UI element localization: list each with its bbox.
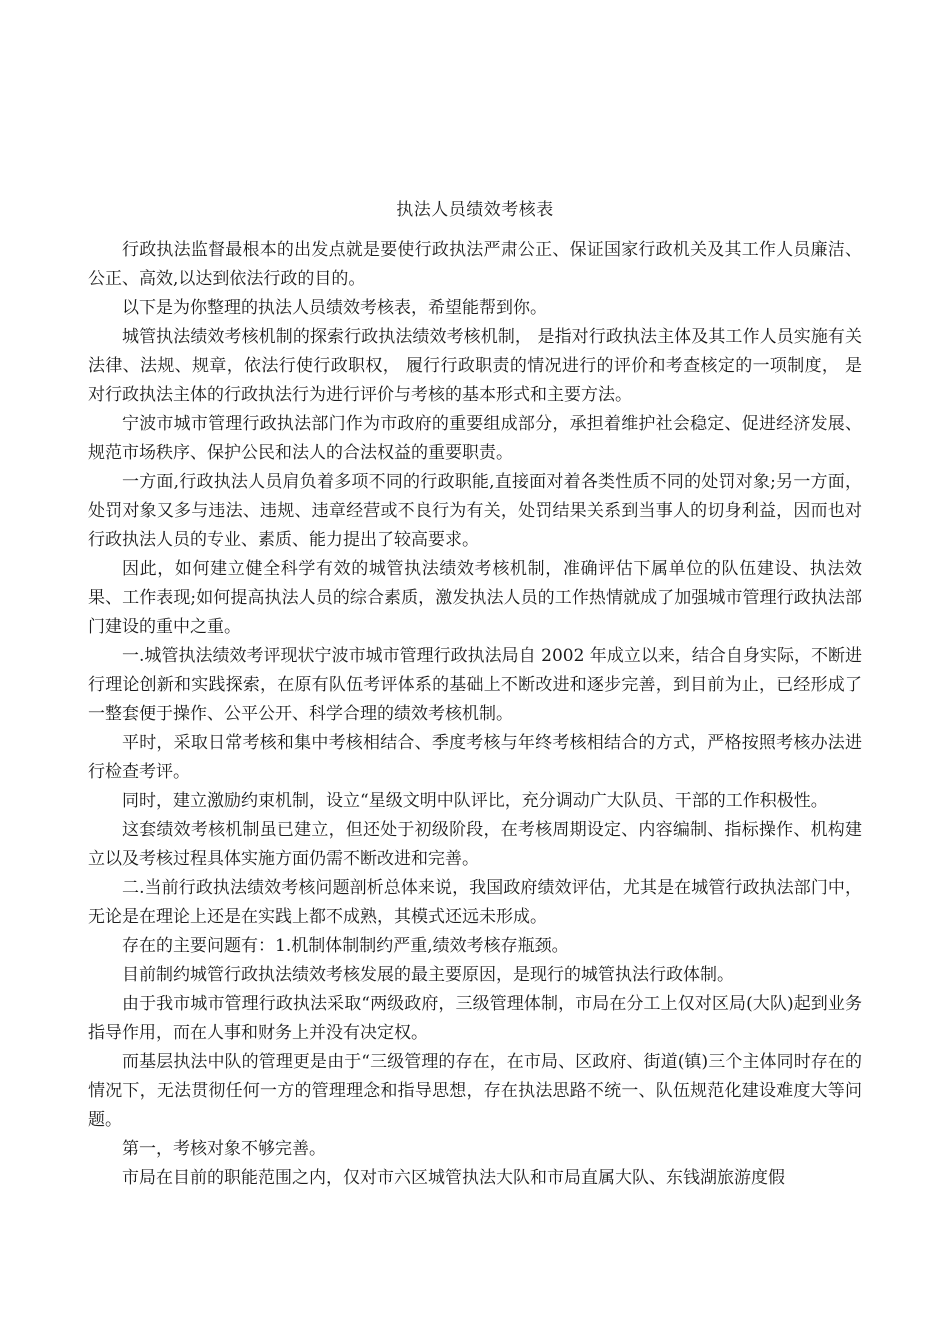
paragraph: 一.城管执法绩效考评现状宁波市城市管理行政执法局自 2002 年成立以来，结合自身实际，不断进行理论创新和实践探索，在原有队伍考评体系的基础上不断改进和逐步完善，到目前为止，已经形成了一整套便于操作、公平公开、科学合理的绩效考核机制。 — [88, 646, 862, 724]
paragraph: 因此，如何建立健全科学有效的城管执法绩效考核机制，准确评估下属单位的队伍建设、执法效果、工作表现;如何提高执法人员的综合素质，激发执法人员的工作热情就成了加强城市管理行政执法部门建设的重中之重。 — [88, 559, 862, 637]
document-page — [88, 0, 862, 1344]
paragraph: 平时，采取日常考核和集中考核相结合、季度考核与年终考核相结合的方式，严格按照考核办法进行检查考评。 — [88, 733, 862, 782]
paragraph: 而基层执法中队的管理更是由于“三级管理的存在，在市局、区政府、街道(镇)三个主体同时存在的情况下，无法贯彻任何一方的管理理念和指导思想，存在执法思路不统一、队伍规范化建设难度大等问题。 — [88, 1052, 862, 1130]
paragraph: 市局在目前的职能范围之内，仅对市六区城管执法大队和市局直属大队、东钱湖旅游度假 — [122, 1168, 785, 1188]
document-body — [88, 236, 862, 1193]
paragraph: 同时，建立激励约束机制，设立“星级文明中队评比，充分调动广大队员、干部的工作积极性。 — [122, 791, 828, 811]
paragraph: 一方面,行政执法人员肩负着多项不同的行政职能,直接面对着各类性质不同的处罚对象;另一方面，处罚对象又多与违法、违规、违章经营或不良行为有关，处罚结果关系到当事人的切身利益，因而也对行政执法人员的专业、素质、能力提出了较高要求。 — [88, 472, 862, 550]
paragraph: 行政执法监督最根本的出发点就是要使行政执法严肃公正、保证国家行政机关及其工作人员廉洁、公正、高效,以达到依法行政的目的。 — [88, 240, 862, 289]
paragraph: 存在的主要问题有：1.机制体制制约严重,绩效考核存瓶颈。 — [122, 936, 569, 956]
paragraph: 二.当前行政执法绩效考核问题剖析总体来说，我国政府绩效评估，尤其是在城管行政执法部门中，无论是在理论上还是在实践上都不成熟，其模式还远未形成。 — [88, 878, 862, 927]
paragraph: 宁波市城市管理行政执法部门作为市政府的重要组成部分，承担着维护社会稳定、促进经济发展、规范市场秩序、保护公民和法人的合法权益的重要职责。 — [88, 414, 862, 463]
paragraph: 第一，考核对象不够完善。 — [122, 1139, 326, 1159]
paragraph: 以下是为你整理的执法人员绩效考核表，希望能帮到你。 — [122, 298, 547, 318]
paragraph: 目前制约城管行政执法绩效考核发展的最主要原因，是现行的城管执法行政体制。 — [122, 965, 734, 985]
paragraph: 由于我市城市管理行政执法采取“两级政府，三级管理体制，市局在分工上仅对区局(大队)起到业务指导作用，而在人事和财务上并没有决定权。 — [88, 994, 862, 1043]
document-title: 执法人员绩效考核表 — [396, 200, 554, 220]
paragraph: 城管执法绩效考核机制的探索行政执法绩效考核机制， 是指对行政执法主体及其工作人员实施有关法律、法规、规章，依法行使行政职权， 履行行政职责的情况进行的评价和考查核定的一项制度， 是对行政执法主体的行政执法行为进行评价与考核的基本形式和主要方法。 — [88, 327, 862, 405]
paragraph: 这套绩效考核机制虽已建立，但还处于初级阶段，在考核周期设定、内容编制、指标操作、机构建立以及考核过程具体实施方面仍需不断改进和完善。 — [88, 820, 862, 869]
